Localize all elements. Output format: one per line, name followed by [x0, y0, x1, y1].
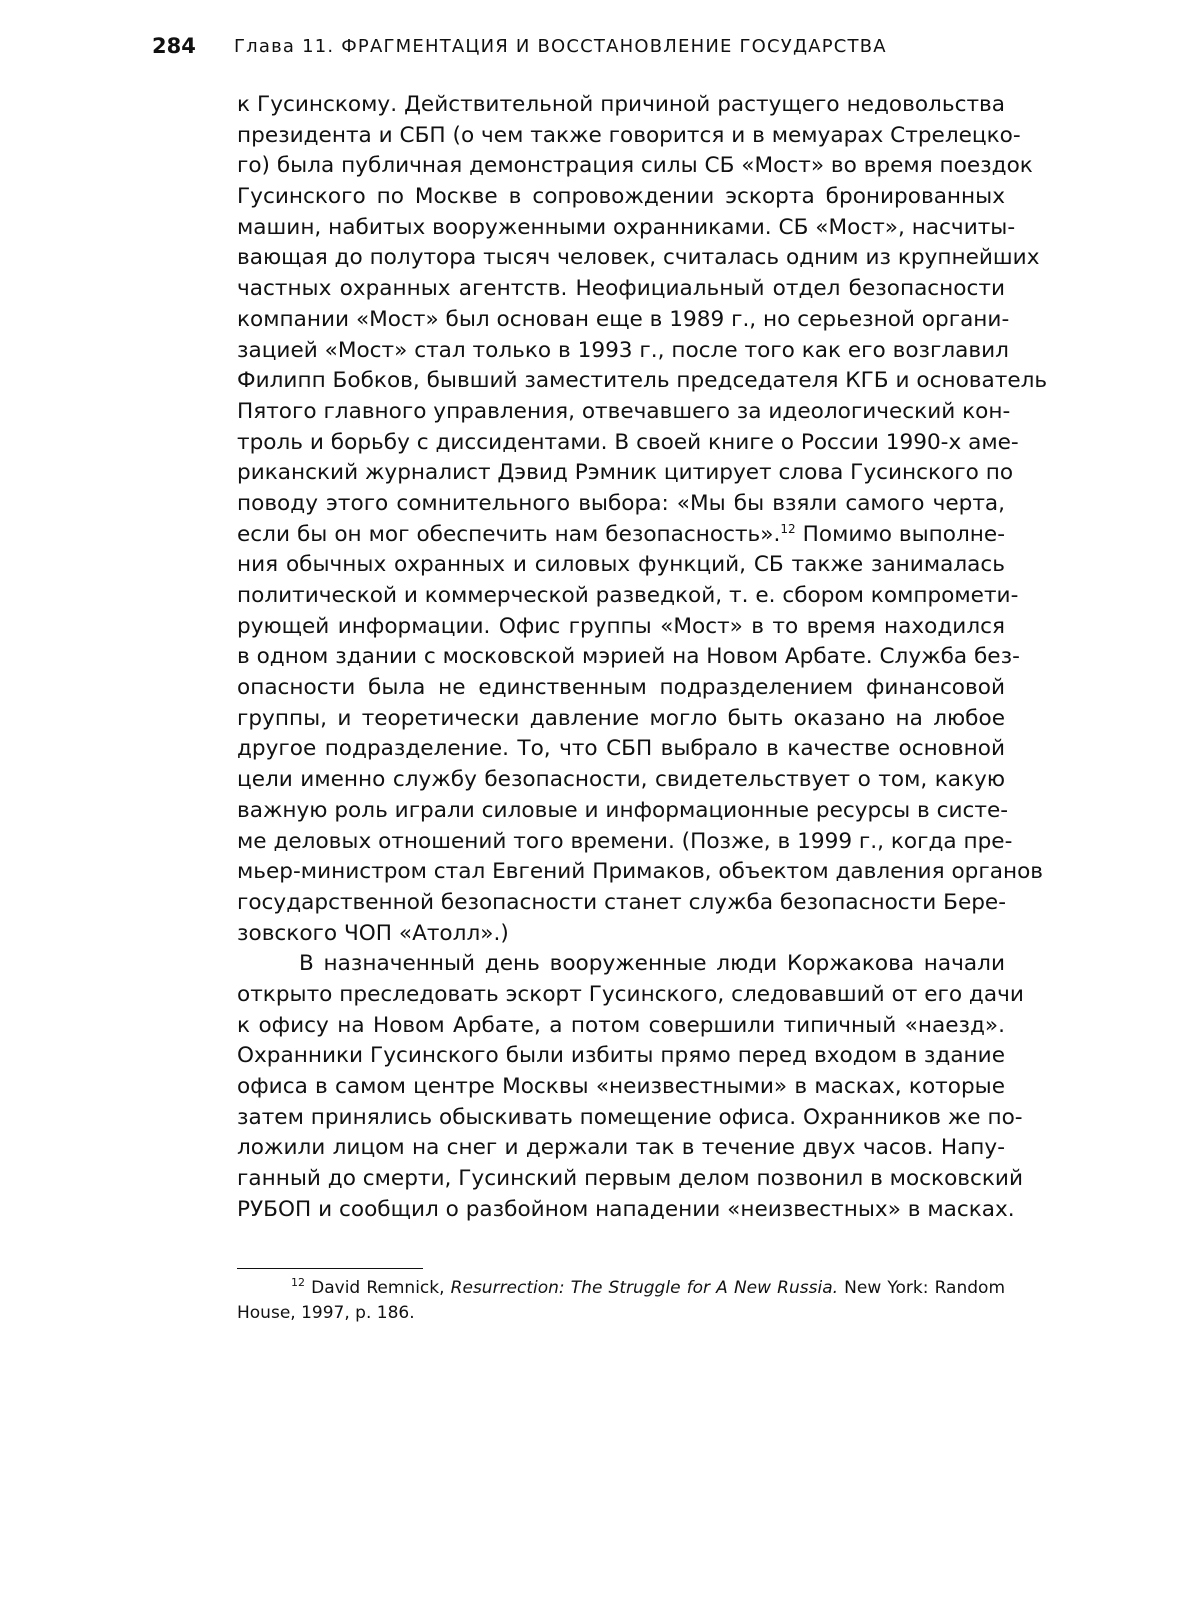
- main-text: [237, 90, 1048, 1225]
- text-line: компании «Мост» был основан еще в 1989 г., но серьезной органи-: [237, 306, 1010, 332]
- text-line: частных охранных агентств. Неофициальный отдел безопасности: [237, 276, 1005, 302]
- text-segment: Помимо выполне-: [795, 521, 1005, 547]
- footnote-line: House, 1997, p. 186.: [237, 1303, 415, 1323]
- footnote: [237, 1276, 1005, 1326]
- text-line: цели именно службу безопасности, свидетельствует о том, какую: [237, 767, 1005, 793]
- text-line: поводу этого сомнительного выбора: «Мы бы взяли самого черта,: [237, 490, 1005, 516]
- text-line: риканский журналист Дэвид Рэмник цитирует слова Гусинского по: [237, 460, 1014, 486]
- text-line: к Гусинскому. Действительной причиной растущего недовольства: [237, 92, 1005, 117]
- text-line: троль и борьбу с диссидентами. В своей книге о России 1990-х аме-: [237, 429, 1019, 455]
- text-line: Пятого главного управления, отвечавшего за идеологический кон-: [237, 398, 1011, 424]
- footnote-reference[interactable]: 12: [780, 521, 796, 536]
- running-head: Глава 11. ФРАГМЕНТАЦИЯ И ВОССТАНОВЛЕНИЕ ГОСУДАРСТВА: [234, 36, 887, 57]
- text-line: опасности была не единственным подразделением финансовой: [237, 675, 1005, 701]
- footnote-line: [237, 1276, 1005, 1301]
- text-line: к офису на Новом Арбате, а потом совершили типичный «наезд».: [237, 1012, 1005, 1038]
- text-line: президента и СБП (о чем также говорится и в мемуарах Стрелецко-: [237, 122, 1021, 148]
- text-line: РУБОП и сообщил о разбойном нападении «неизвестных» в масках.: [237, 1196, 1015, 1222]
- page-number: 284: [152, 34, 196, 58]
- text-segment: если бы он мог обеспечить нам безопасность».: [237, 521, 781, 547]
- text-line: ме деловых отношений того времени. (Позже, в 1999 г., когда пре-: [237, 828, 1013, 854]
- text-line: Охранники Гусинского были избиты прямо перед входом в здание: [237, 1043, 1005, 1069]
- text-line: открыто преследовать эскорт Гусинского, следовавший от его дачи: [237, 981, 1024, 1007]
- text-line: Гусинского по Москве в сопровождении эскорта бронированных: [237, 184, 1005, 210]
- footnote-publisher: New York: Random: [838, 1278, 1006, 1298]
- text-line: В назначенный день вооруженные люди Коржакова начали: [299, 951, 1005, 977]
- text-line: группы, и теоретически давление могло быть оказано на любое: [237, 705, 1005, 731]
- text-line: государственной безопасности станет служба безопасности Бере-: [237, 889, 1007, 915]
- text-line: важную роль играли силовые и информационные ресурсы в систе-: [237, 797, 1009, 823]
- text-line: затем принялись обыскивать помещение офиса. Охранников же по-: [237, 1104, 1023, 1130]
- text-line: машин, набитых вооруженными охранниками. СБ «Мост», насчиты-: [237, 214, 1016, 240]
- text-line: зацией «Мост» стал только в 1993 г., после того как его возглавил: [237, 337, 1009, 363]
- text-line: го) была публичная демонстрация силы СБ «Мост» во время поездок: [237, 153, 1033, 179]
- text-line: в одном здании с московской мэрией на Новом Арбате. Служба без-: [237, 644, 1020, 670]
- text-line: офиса в самом центре Москвы «неизвестными» в масках, которые: [237, 1074, 1005, 1099]
- page-header: [152, 34, 1022, 60]
- text-line: зовского ЧОП «Атолл».): [237, 920, 509, 946]
- footnote-divider: [237, 1268, 423, 1269]
- footnote-number: 12: [291, 1276, 305, 1289]
- text-line: ложили лицом на снег и держали так в течение двух часов. Напу-: [237, 1135, 1005, 1161]
- text-line: другое подразделение. То, что СБП выбрало в качестве основной: [237, 736, 1005, 762]
- text-line: ганный до смерти, Гусинский первым делом позвонил в московский: [237, 1166, 1023, 1192]
- text-line: ния обычных охранных и силовых функций, СБ также занималась: [237, 552, 1005, 578]
- footnote-title: Resurrection: The Struggle for A New Russia.: [450, 1278, 839, 1298]
- text-line: вающая до полутора тысяч человек, считалась одним из крупнейших: [237, 245, 1040, 271]
- text-line: Филипп Бобков, бывший заместитель председателя КГБ и основатель: [237, 368, 1048, 394]
- text-line: политической и коммерческой разведкой, т. е. сбором компромети-: [237, 583, 1019, 608]
- text-line: мьер-министром стал Евгений Примаков, объектом давления органов: [237, 859, 1044, 885]
- text-line: рующей информации. Офис группы «Мост» в то время находился: [237, 613, 1005, 639]
- text-line-with-footnote: [237, 520, 1005, 551]
- footnote-author: David Remnick,: [311, 1278, 451, 1298]
